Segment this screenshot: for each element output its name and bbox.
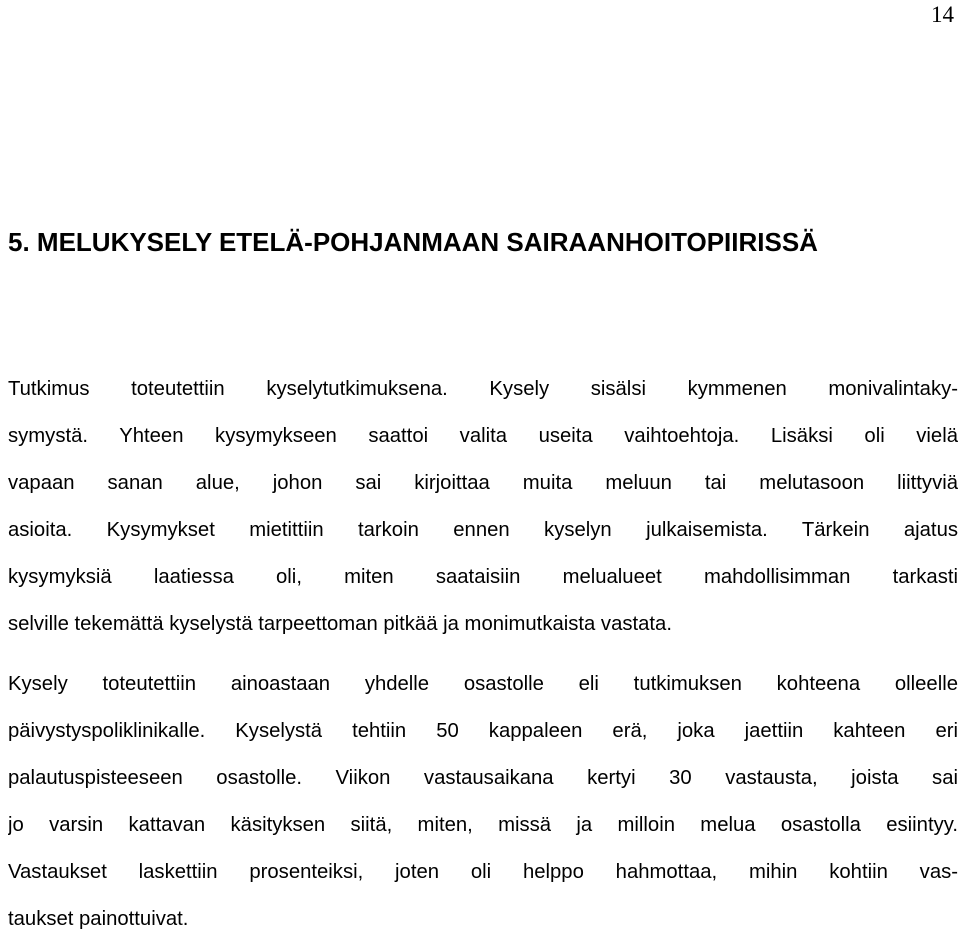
text-line: Tutkimus toteutettiin kyselytutkimuksena. Kysely sisälsi kymmenen monivalintaky- [8, 378, 958, 400]
text-line: Kysely toteutettiin ainoastaan yhdelle osastolle eli tutkimuksen kohteena olleelle [8, 673, 958, 695]
text-line: päivystyspoliklinikalle. Kyselystä tehtiin 50 kappaleen erä, joka jaettiin kahteen eri [8, 720, 958, 742]
text-line: taukset painottuivat. [8, 908, 189, 930]
text-line: selville tekemättä kyselystä tarpeettoman pitkää ja monimutkaista vastata. [8, 613, 672, 635]
text-line: vapaan sanan alue, johon sai kirjoittaa muita meluun tai melutasoon liittyviä [8, 472, 958, 494]
text-line-part: Tärkein ajatus [801, 519, 958, 541]
section-heading: 5. MELUKYSELY ETELÄ-POHJANMAAN SAIRAANHOITOPIIRISSÄ [8, 227, 818, 257]
text-line-part: asioita. Kysymykset mietittiin tarkoin ennen kyselyn julkaisemista. [8, 519, 768, 541]
text-line: symystä. Yhteen kysymykseen saattoi valita useita vaihtoehtoja. Lisäksi oli vielä [8, 425, 958, 447]
text-line: kysymyksiä laatiessa oli, miten saataisiin melualueet mahdollisimman tarkasti [8, 566, 958, 588]
text-line: palautuspisteeseen osastolle. Viikon vastausaikana kertyi 30 vastausta, joista sai [8, 767, 958, 789]
text-line [8, 507, 958, 554]
paragraph-survey-execution [8, 661, 958, 943]
text-line: Vastaukset laskettiin prosenteiksi, joten oli helppo hahmottaa, mihin kohtiin vas- [8, 861, 958, 883]
page-number: 14 [931, 2, 954, 27]
paragraph-survey-method [8, 366, 958, 648]
text-line: jo varsin kattavan käsityksen siitä, miten, missä ja milloin melua osastolla esiintyy. [8, 814, 958, 836]
